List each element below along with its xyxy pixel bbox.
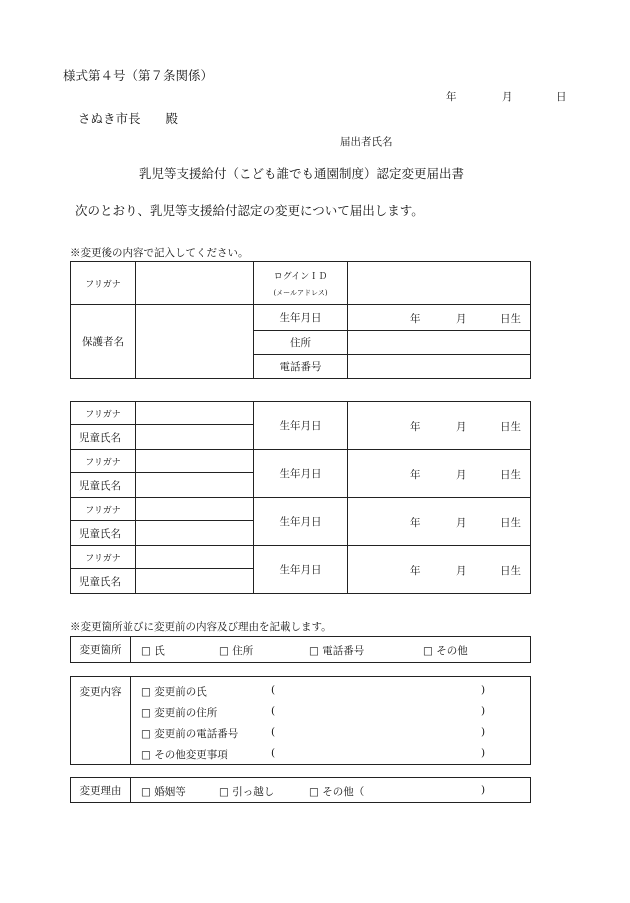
checkbox-prev-phone[interactable]: □ 変更前の電話番号 <box>141 728 239 740</box>
child-furigana-field[interactable] <box>136 402 254 425</box>
children-table <box>70 401 531 594</box>
child-birthdate-field[interactable]: 年 月 日生 <box>348 546 531 594</box>
login-id-field[interactable] <box>348 262 531 305</box>
checkbox-phone[interactable]: □ 電話番号 <box>309 645 365 657</box>
child-birthdate-field[interactable]: 年 月 日生 <box>348 402 531 450</box>
guardian-name-label: 保護者名 <box>71 305 136 379</box>
child-name-field[interactable] <box>136 425 254 450</box>
intro-text: 次のとおり、乳児等支援給付認定の変更について届出します。 <box>75 203 424 218</box>
child-birthdate-label: 生年月日 <box>254 450 348 498</box>
child-birthdate-label: 生年月日 <box>254 546 348 594</box>
child-furigana-label: フリガナ <box>71 546 136 569</box>
child-name-label: 児童氏名 <box>71 473 136 498</box>
change-content-table <box>70 676 531 765</box>
form-title: 乳児等支援給付（こども誰でも通園制度）認定変更届出書 <box>139 166 465 181</box>
form-number: 様式第４号（第７条関係） <box>63 68 214 83</box>
child-furigana-field[interactable] <box>136 450 254 473</box>
child-name-label: 児童氏名 <box>71 521 136 546</box>
child-furigana-field[interactable] <box>136 498 254 521</box>
checkbox-other[interactable]: □ その他 <box>423 645 468 657</box>
change-location-options <box>131 637 531 663</box>
child-name-field[interactable] <box>136 569 254 594</box>
checkbox-address[interactable]: □ 住所 <box>219 645 254 657</box>
checkbox-moving[interactable]: □ 引っ越し <box>219 786 275 798</box>
child-furigana-field[interactable] <box>136 546 254 569</box>
child-birthdate-field[interactable]: 年 月 日生 <box>348 450 531 498</box>
child-name-field[interactable] <box>136 521 254 546</box>
child-name-label: 児童氏名 <box>71 569 136 594</box>
guardian-address-label: 住所 <box>254 331 348 355</box>
change-location-table <box>70 636 531 663</box>
note-after-change: ※変更後の内容で記入してください。 <box>70 247 249 259</box>
addressee: さぬき市長 殿 <box>78 111 179 126</box>
checkbox-surname[interactable]: □ 氏 <box>141 645 165 657</box>
guardian-name-field[interactable] <box>136 305 254 379</box>
note-change-details: ※変更箇所並びに変更前の内容及び理由を記載します。 <box>70 621 332 633</box>
guardian-furigana-field[interactable] <box>136 262 254 305</box>
checkbox-prev-surname[interactable]: □ 変更前の氏 <box>141 686 207 698</box>
child-furigana-label: フリガナ <box>71 498 136 521</box>
guardian-phone-label: 電話番号 <box>254 355 348 379</box>
change-reason-label: 変更理由 <box>71 778 131 803</box>
child-birthdate-label: 生年月日 <box>254 498 348 546</box>
change-content-label: 変更内容 <box>71 677 131 765</box>
change-reason-table <box>70 777 531 803</box>
child-furigana-label: フリガナ <box>71 402 136 425</box>
login-id-label: ログインＩＤ (メールアドレス) <box>254 262 348 305</box>
change-location-label: 変更箇所 <box>71 637 131 663</box>
checkbox-prev-address[interactable]: □ 変更前の住所 <box>141 707 218 719</box>
guardian-table <box>70 261 531 379</box>
change-reason-options: □ 婚姻等 □ 引っ越し □ その他（ ) <box>131 778 531 803</box>
child-birthdate-field[interactable]: 年 月 日生 <box>348 498 531 546</box>
guardian-furigana-label: フリガナ <box>71 262 136 305</box>
child-furigana-label: フリガナ <box>71 450 136 473</box>
date-month: 月 <box>502 91 513 103</box>
guardian-birthdate-label: 生年月日 <box>254 305 348 331</box>
child-name-field[interactable] <box>136 473 254 498</box>
checkbox-other-change[interactable]: □ その他変更事項 <box>141 749 228 761</box>
guardian-birthdate-field[interactable]: 年 月 日生 <box>348 305 531 331</box>
checkbox-marriage[interactable]: □ 婚姻等 <box>141 786 186 798</box>
date-day: 日 <box>556 91 567 103</box>
change-content-items: □ 変更前の氏 ( ) □ 変更前の住所 ( ) □ 変更前の電話番号 ( ) □ その他変更事項 ( ) <box>131 677 531 765</box>
checkbox-reason-other[interactable]: □ その他（ <box>309 786 365 798</box>
guardian-address-field[interactable] <box>348 331 531 355</box>
child-name-label: 児童氏名 <box>71 425 136 450</box>
child-birthdate-label: 生年月日 <box>254 402 348 450</box>
applicant-label: 届出者氏名 <box>340 136 393 148</box>
date-year: 年 <box>446 91 457 103</box>
guardian-phone-field[interactable] <box>348 355 531 379</box>
